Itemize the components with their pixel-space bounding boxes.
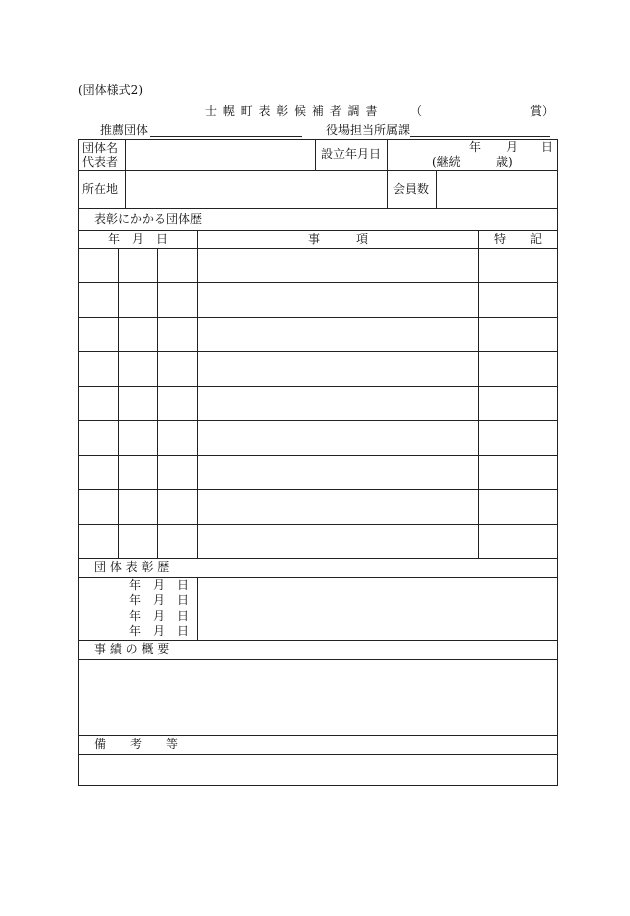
history-year-cell	[79, 456, 119, 490]
history-year-cell	[79, 318, 119, 352]
history-notes-column-header	[478, 230, 558, 249]
history-year-cell	[79, 352, 119, 386]
awards-date-list	[129, 578, 189, 639]
history-row	[79, 352, 558, 386]
history-year-cell	[79, 249, 119, 283]
history-table-body	[78, 249, 558, 559]
history-notes-cell	[479, 387, 558, 421]
history-row	[79, 490, 558, 524]
title-award-close: 賞）	[530, 104, 555, 118]
org-name-label: 団体名	[82, 141, 119, 155]
history-section-label: 表彰にかかる団体歴	[94, 212, 203, 226]
awards-content-cell	[197, 577, 558, 641]
history-year-cell	[79, 283, 119, 317]
history-row	[79, 249, 558, 283]
history-month-cell	[119, 387, 158, 421]
history-row	[79, 456, 558, 490]
history-month-cell	[119, 525, 158, 559]
summary-body-cell	[78, 659, 558, 736]
summary-section-header	[78, 640, 558, 660]
representative-label: 代表者	[82, 155, 119, 169]
history-item-column-label: 事 項	[307, 232, 368, 246]
recommender-label: 推薦団体	[100, 123, 149, 137]
title-award-open: （	[410, 104, 423, 118]
history-notes-cell	[479, 525, 558, 559]
awards-section-header	[78, 558, 558, 578]
founded-label: 設立年月日	[321, 147, 382, 161]
history-item-column-header	[197, 230, 479, 249]
history-item-cell	[198, 387, 479, 421]
address-label-cell	[78, 170, 126, 209]
history-notes-column-label: 特 記	[493, 232, 542, 246]
history-row	[79, 318, 558, 352]
history-item-cell	[198, 525, 479, 559]
history-month-cell	[119, 352, 158, 386]
members-label: 会員数	[393, 182, 430, 196]
history-day-cell	[158, 283, 198, 317]
history-row	[79, 387, 558, 421]
founded-day-label: 日	[541, 140, 554, 154]
form-style-label: (団体様式2)	[78, 83, 143, 97]
awards-date-line: 年 月 日	[128, 593, 189, 608]
members-value-cell	[436, 170, 558, 209]
remarks-body-cell	[78, 754, 558, 786]
history-year-cell	[79, 387, 119, 421]
remarks-section-label: 備 考 等	[94, 737, 179, 751]
history-day-cell	[158, 456, 198, 490]
history-row	[79, 525, 558, 559]
history-notes-cell	[479, 249, 558, 283]
history-year-cell	[79, 421, 119, 455]
founded-month-label: 月	[506, 140, 519, 154]
recommender-underline	[150, 136, 302, 137]
continued-close-label: 歳)	[496, 155, 513, 169]
founded-year-label: 年	[469, 140, 482, 154]
history-day-cell	[158, 249, 198, 283]
history-item-cell	[198, 283, 479, 317]
history-date-column-header	[78, 230, 198, 249]
address-label: 所在地	[82, 182, 119, 196]
address-value-cell	[125, 170, 388, 209]
history-notes-cell	[479, 421, 558, 455]
founded-label-cell	[315, 139, 388, 171]
history-day-cell	[158, 490, 198, 524]
members-label-cell	[387, 170, 437, 209]
history-day-cell	[158, 318, 198, 352]
history-date-column-label: 年 月 日	[107, 232, 168, 246]
history-notes-cell	[479, 456, 558, 490]
history-item-cell	[198, 249, 479, 283]
history-month-cell	[119, 318, 158, 352]
history-row	[79, 421, 558, 455]
history-section-header	[78, 208, 558, 231]
awards-date-line: 年 月 日	[128, 623, 189, 638]
history-year-cell	[79, 525, 119, 559]
awards-dates-cell	[78, 577, 198, 641]
office-underline	[410, 136, 550, 137]
history-year-cell	[79, 490, 119, 524]
org-name-rep-label-cell	[78, 139, 126, 171]
awards-date-line: 年 月 日	[128, 608, 189, 623]
history-item-cell	[198, 421, 479, 455]
history-row	[79, 283, 558, 317]
awards-date-line: 年 月 日	[128, 578, 189, 592]
history-day-cell	[158, 387, 198, 421]
history-item-cell	[198, 490, 479, 524]
history-notes-cell	[479, 283, 558, 317]
history-day-cell	[158, 352, 198, 386]
continued-open-label: (継続	[432, 155, 461, 169]
awards-section-label: 団 体 表 彰 歴	[94, 560, 170, 574]
history-notes-cell	[479, 352, 558, 386]
remarks-section-header	[78, 735, 558, 755]
history-item-cell	[198, 318, 479, 352]
history-notes-cell	[479, 490, 558, 524]
history-notes-cell	[479, 318, 558, 352]
history-month-cell	[119, 490, 158, 524]
history-item-cell	[198, 456, 479, 490]
office-label: 役場担当所属課	[326, 123, 411, 137]
history-month-cell	[119, 421, 158, 455]
org-name-value-cell	[125, 139, 316, 171]
founded-date-cell	[387, 139, 558, 171]
history-item-cell	[198, 352, 479, 386]
history-month-cell	[119, 249, 158, 283]
summary-section-label: 事 績 の 概 要	[94, 642, 170, 656]
history-month-cell	[119, 456, 158, 490]
history-month-cell	[119, 283, 158, 317]
history-day-cell	[158, 525, 198, 559]
history-day-cell	[158, 421, 198, 455]
title-text: 士 幌 町 表 彰 候 補 者 調 書	[205, 104, 379, 118]
